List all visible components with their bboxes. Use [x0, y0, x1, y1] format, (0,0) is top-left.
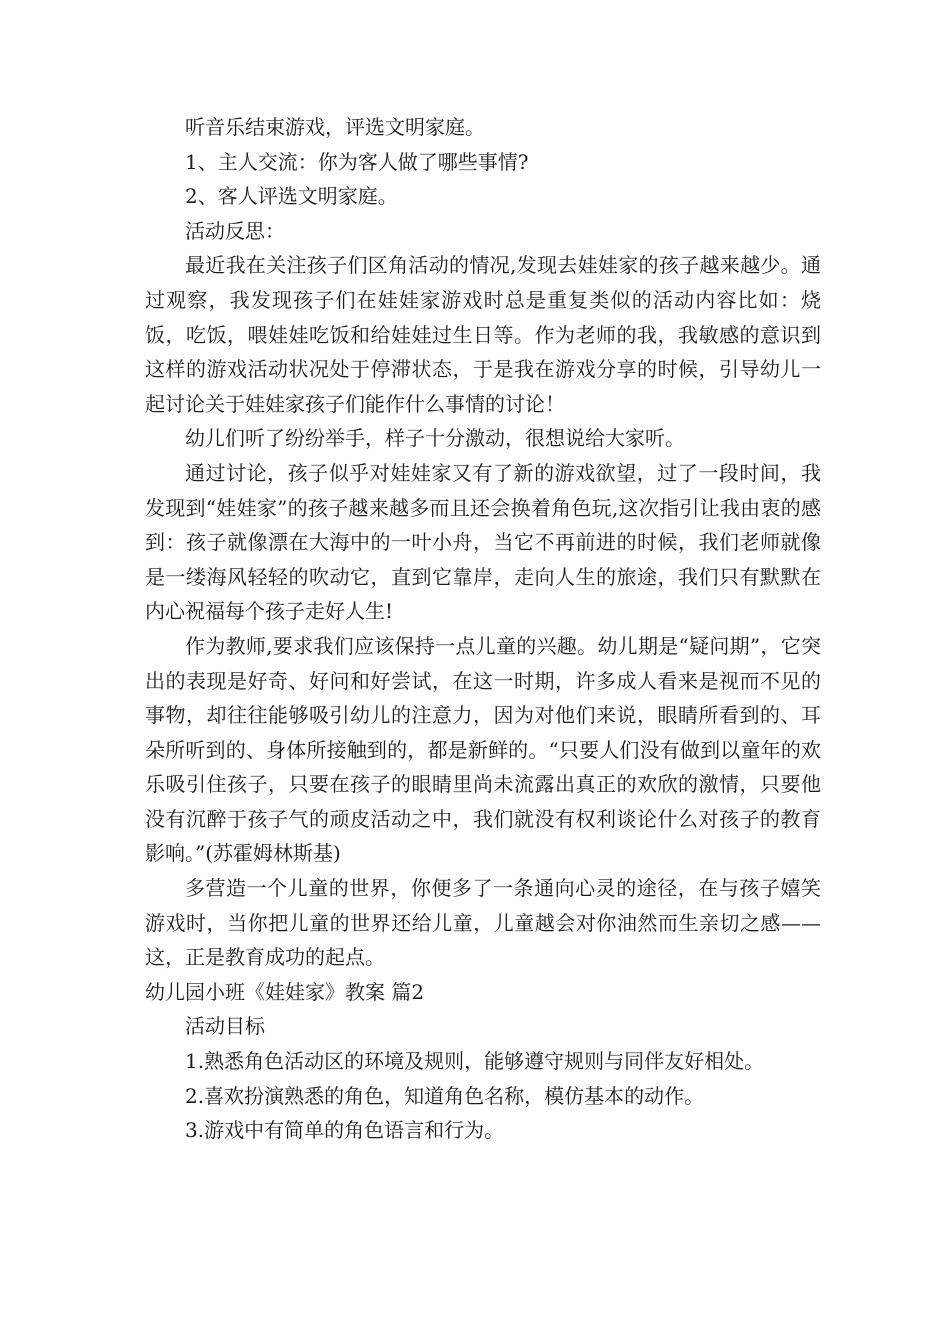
- paragraph: 作为教师,要求我们应该保持一点儿童的兴趣。幼儿期是“疑问期”，它突出的表现是好奇、好问和好尝试，在这一时期，许多成人看来是视而不见的事物，却往往能够吸引幼儿的注意力，因为对他们来说，眼睛所看到的、耳朵所听到的、身体所接触到的，都是新鲜的。“只要人们没有做到以童年的欢乐吸引住孩子，只要在孩子的眼睛里尚未流露出真正的欢欣的激情，只要他没有沉醉于孩子气的顽皮活动之中，我们就没有权利谈论什么对孩子的教育影响。”(苏霍姆林斯基): [145, 633, 821, 866]
- list-item: 3.游戏中有简单的角色语言和行为。: [185, 1118, 505, 1143]
- list-item: 1.熟悉角色活动区的环境及规则，能够遵守规则与同伴友好相处。: [185, 1049, 765, 1074]
- document-page: [145, 110, 821, 1148]
- section-heading: 活动反思：: [185, 218, 285, 243]
- paragraph: 多营造一个儿童的世界，你便多了一条通向心灵的途径，在与孩子嬉笑游戏时，当你把儿童的世界还给儿童，儿童越会对你油然而生亲切之感——这，正是教育成功的起点。: [145, 876, 821, 970]
- list-item: 2.喜欢扮演熟悉的角色，知道角色名称，模仿基本的动作。: [185, 1083, 705, 1108]
- section-heading: 活动目标: [185, 1014, 265, 1039]
- paragraph: 听音乐结束游戏，评选文明家庭。: [185, 115, 485, 139]
- list-item: 1、主人交流：你为客人做了哪些事情?: [185, 149, 529, 174]
- chapter-title: 幼儿园小班《娃娃家》教案 篇2: [145, 979, 425, 1004]
- paragraph: 最近我在关注孩子们区角活动的情况,发现去娃娃家的孩子越来越少。通过观察，我发现孩子们在娃娃家游戏时总是重复类似的活动内容比如：烧饭，吃饭，喂娃娃吃饭和给娃娃过生日等。作为老师的我，我敏感的意识到这样的游戏活动状况处于停滞状态，于是我在游戏分享的时候，引导幼儿一起讨论关于娃娃家孩子们能作什么事情的讨论！: [145, 253, 821, 416]
- paragraph: 通过讨论，孩子似乎对娃娃家又有了新的游戏欲望，过了一段时间，我发现到“娃娃家”的孩子越来越多而且还会换着角色玩,这次指引让我由衷的感到：孩子就像漂在大海中的一叶小舟，当它不再前进的时候，我们老师就像是一缕海风轻轻的吹动它，直到它靠岸，走向人生的旅途，我们只有默默在内心祝福每个孩子走好人生!: [145, 460, 821, 624]
- list-item: 2、客人评选文明家庭。: [185, 184, 398, 209]
- paragraph: 幼儿们听了纷纷举手，样子十分激动，很想说给大家听。: [185, 426, 685, 451]
